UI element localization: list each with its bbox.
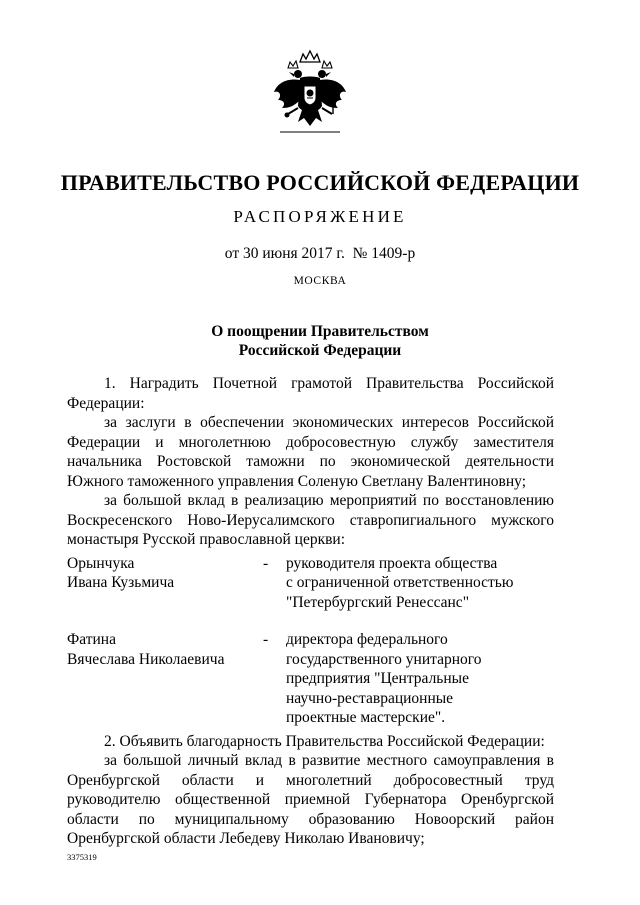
- document-type: РАСПОРЯЖЕНИЕ: [233, 207, 407, 226]
- paragraph-2-reason-1: за большой личный вклад в развитие местного самоуправления в Оренбургской области и многолетний добросовестный труд руководителю общественной приемной Губернатора Оренбургской области по муниципальному образованию Новоорский район Оренбургской области Лебедеву Николаю Ивановичу;: [67, 752, 554, 847]
- awardee-position-line: руководителя проекта общества: [286, 554, 498, 572]
- awardee-position-line: директора федерального: [286, 631, 448, 648]
- awardee-position-line: с ограниченной ответственностью: [286, 574, 514, 591]
- awardee-position-line: проектные мастерские".: [286, 709, 446, 726]
- document-city: МОСКВА: [293, 275, 347, 287]
- government-title: ПРАВИТЕЛЬСТВО РОССИЙСКОЙ ФЕДЕРАЦИИ: [60, 170, 580, 195]
- awardee-position-line: государственного унитарного: [286, 650, 482, 668]
- awardee-name: [67, 630, 263, 728]
- awardee-name: [67, 554, 263, 613]
- awardee-position-line: предприятия "Центральные: [286, 670, 469, 687]
- awardee-dash: -: [263, 554, 269, 572]
- paragraph-1-reason-2: за большой вклад в реализацию мероприятий по восстановлению Воскресенского Ново-Иерусалимского ставропигиального мужского монастыря Русской православной церкви:: [67, 492, 554, 548]
- awardee-given-name: Вячеслава Николаевича: [67, 650, 225, 668]
- awardee-given-name: Ивана Кузьмича: [67, 574, 175, 591]
- awardee-dash: -: [263, 631, 269, 648]
- coat-of-arms-icon: [270, 48, 350, 144]
- document-subject: [0, 322, 640, 360]
- document-internal-number: 3375319: [67, 852, 97, 862]
- paragraph-1-intro: 1. Наградить Почетной грамотой Правительства Российской Федерации:: [67, 375, 554, 412]
- paragraph-2-intro: 2. Объявить благодарность Правительства Российской Федерации:: [104, 732, 545, 750]
- document-body: [67, 374, 554, 849]
- awardee-row: [67, 554, 554, 613]
- awardee-position: [286, 554, 554, 613]
- awardee-surname: Фатина: [67, 631, 116, 648]
- awardee-position-line: "Петербургский Ренессанс": [286, 593, 470, 611]
- paragraph-1-reason-1: за заслуги в обеспечении экономических интересов Российской Федерации и многолетнюю добросовестную службу заместителя начальника Ростовской таможни по экономической деятельности Южного таможенного управления Соленую Светлану Валентиновну;: [67, 414, 554, 490]
- subject-line-1: О поощрении Правительством: [211, 323, 429, 340]
- awardee-surname: Орынчука: [67, 554, 135, 572]
- awardee-position: [286, 630, 554, 728]
- awardee-position-line: научно-реставрационные: [286, 689, 454, 707]
- awardee-row: [67, 630, 554, 728]
- subject-line-2: Российской Федерации: [238, 342, 402, 359]
- document-date-number: от 30 июня 2017 г. № 1409-р: [224, 245, 416, 262]
